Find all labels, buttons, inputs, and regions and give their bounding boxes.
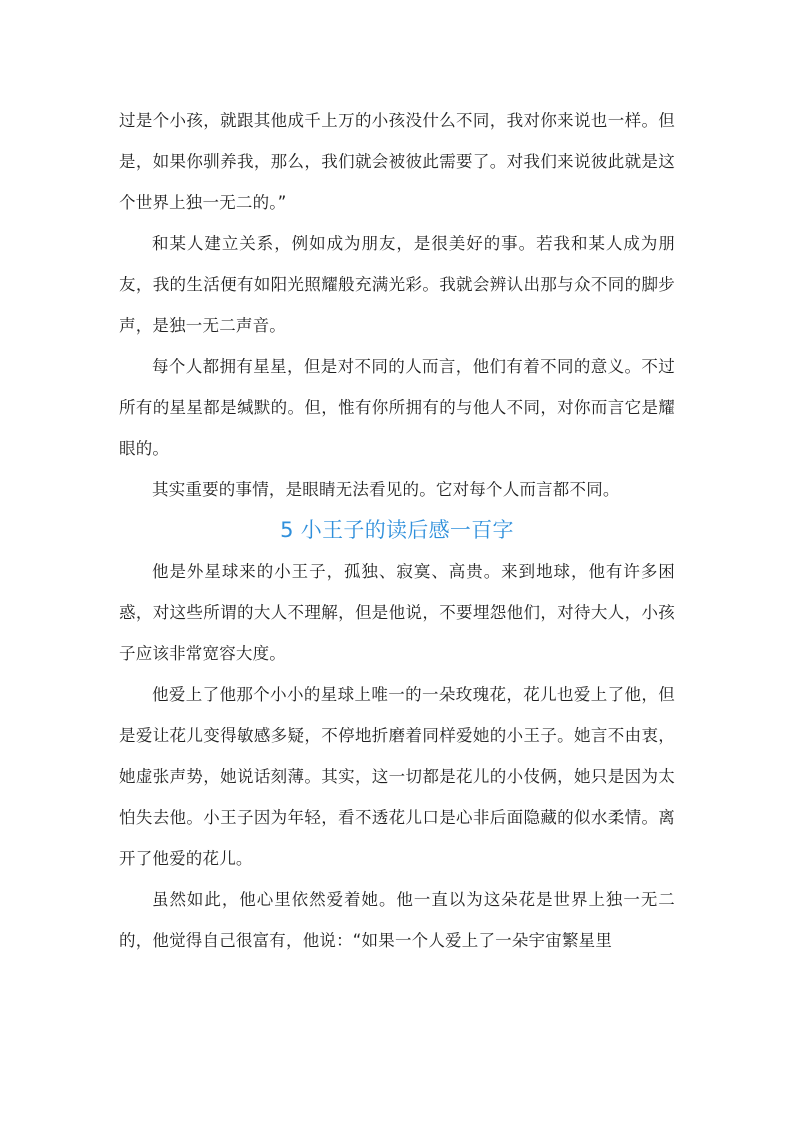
paragraph-invisible: 其实重要的事情，是眼睛无法看见的。它对每个人而言都不同。: [152, 480, 620, 499]
paragraph-still-loves: 虽然如此，他心里依然爱着她。他一直以为这朵花是世界上独一无二的，他觉得自己很富有，他说：“如果一个人爱上了一朵宇宙繁星里: [119, 890, 675, 950]
paragraph-little-prince: 他是外星球来的小王子，孤独、寂寞、高贵。来到地球，他有许多困惑，对这些所谓的大人不理解，但是他说，不要埋怨他们，对待大人，小孩子应该非常宽容大度。: [119, 562, 675, 663]
paragraph-relationship: 和某人建立关系，例如成为朋友，是很美好的事。若我和某人成为朋友，我的生活便有如阳光照耀般充满光彩。我就会辨认出那与众不同的脚步声，是独一无二声音。: [119, 234, 675, 335]
document-body: [119, 100, 675, 961]
paragraph-rose: 他爱上了他那个小小的星球上唯一的一朵玫瑰花，花儿也爱上了他，但是爱让花儿变得敏感多疑，不停地折磨着同样爱她的小王子。她言不由衷，她虚张声势，她说话刻薄。其实，这一切都是花儿的小伎俩，她只是因为太怕失去他。小王子因为年轻，看不透花儿口是心非后面隐藏的似水柔情。离开了他爱的花儿。: [119, 685, 675, 868]
paragraph-continued: 过是个小孩，就跟其他成千上万的小孩没什么不同，我对你来说也一样。但是，如果你驯养我，那么，我们就会被彼此需要了。对我们来说彼此就是这个世界上独一无二的。”: [119, 111, 675, 212]
section-heading: 5 小王子的读后感一百字: [280, 518, 514, 542]
paragraph-stars: 每个人都拥有星星，但是对不同的人而言，他们有着不同的意义。不过所有的星星都是缄默的。但，惟有你所拥有的与他人不同，对你而言它是耀眼的。: [119, 357, 675, 458]
